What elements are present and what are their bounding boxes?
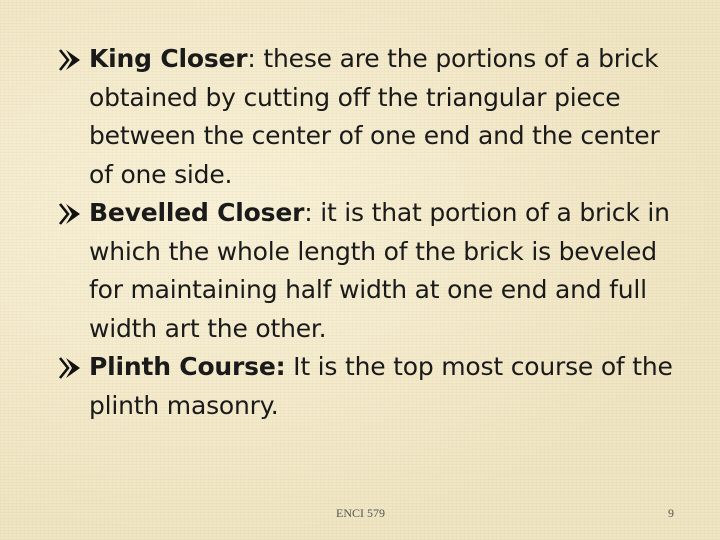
term-bevelled-closer: Bevelled Closer bbox=[89, 198, 305, 227]
definition-bevelled-closer: it is that portion of a brick in which the whole length of the brick is beveled for maintaining half width at one end and full width art the other. bbox=[89, 198, 670, 343]
footer-course-code: ENCI 579 bbox=[336, 506, 385, 520]
bullet-list bbox=[58, 40, 673, 425]
definition-plinth-course: It is the top most course of the plinth masonry. bbox=[89, 352, 673, 420]
bullet-bevelled-closer bbox=[58, 194, 673, 348]
footer-page-number: 9 bbox=[668, 506, 674, 520]
arrow-bullet-icon bbox=[58, 48, 82, 72]
term-separator: : bbox=[304, 198, 313, 227]
arrow-bullet-icon bbox=[58, 356, 82, 380]
term-king-closer: King Closer bbox=[89, 44, 248, 73]
bullet-king-closer bbox=[58, 40, 673, 194]
definition-king-closer: these are the portions of a brick obtained by cutting off the triangular piece between the center of one end and the center of one side. bbox=[89, 44, 660, 189]
term-separator: : bbox=[247, 44, 256, 73]
bullet-plinth-course bbox=[58, 348, 673, 425]
term-plinth-course: Plinth Course: bbox=[89, 352, 286, 381]
arrow-bullet-icon bbox=[58, 202, 82, 226]
